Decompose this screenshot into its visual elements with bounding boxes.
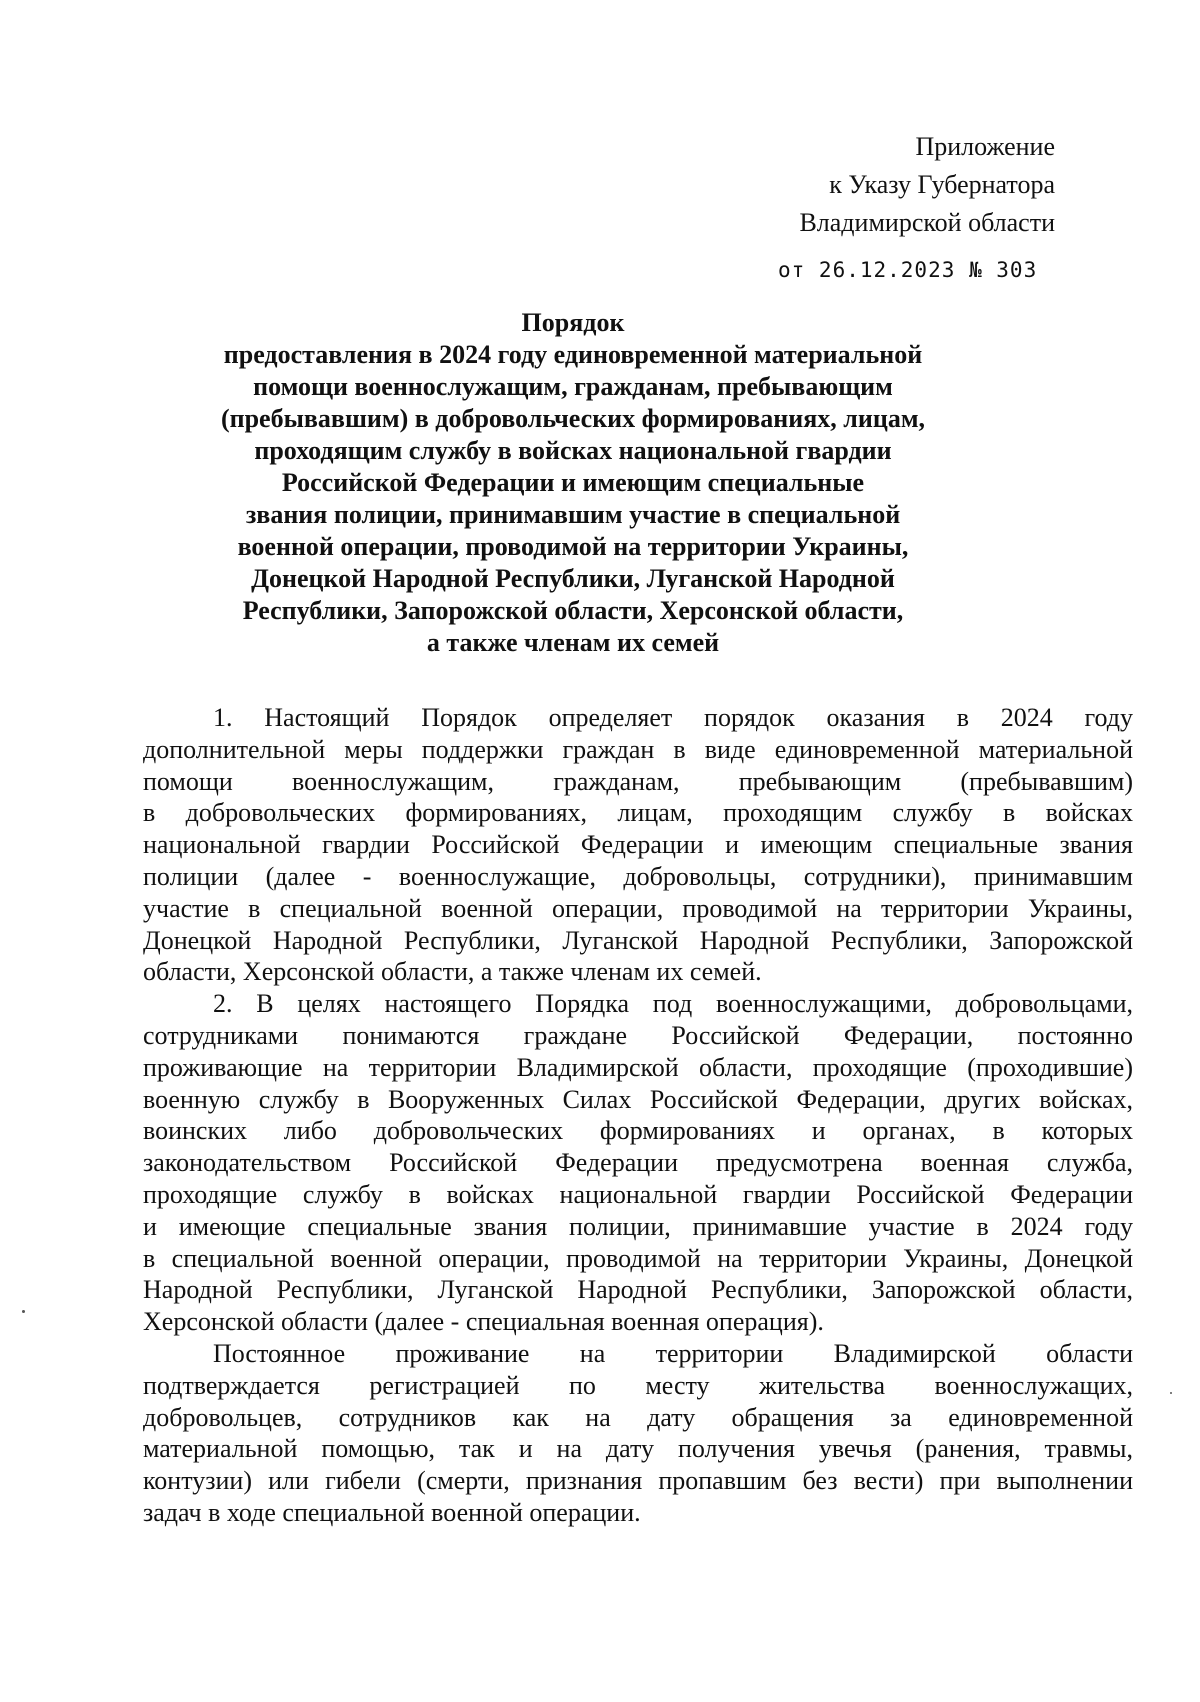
text-line: участие в специальной военной операции, проводимой на территории Украины, xyxy=(143,893,1133,923)
title-line: (пребывавшим) в добровольческих формированиях, лицам, xyxy=(220,404,926,433)
title-line: предоставления в 2024 году единовременной материальной xyxy=(223,340,923,369)
text-line: области, Херсонской области, а также членам их семей. xyxy=(143,957,762,987)
title-line: а также членам их семей xyxy=(426,628,720,657)
text-line: проживающие на территории Владимирской области, проходящие (проходившие) xyxy=(143,1052,1133,1082)
decree-date-number: от 26.12.2023 № 303 xyxy=(778,258,1038,282)
text-line: Народной Республики, Луганской Народной Республики, Запорожской области, xyxy=(143,1275,1133,1305)
scan-speck xyxy=(22,1310,25,1313)
title-line: Республики, Запорожской области, Херсонской области, xyxy=(242,596,904,625)
text-line: материальной помощью, так и на дату получения увечья (ранения, травмы, xyxy=(143,1434,1133,1464)
document-body xyxy=(143,702,1133,1529)
document-title xyxy=(160,307,986,659)
paragraph-3 xyxy=(143,1338,1133,1529)
text-line: 2. В целях настоящего Порядка под военнослужащими, добровольцами, xyxy=(213,989,1133,1019)
text-line: воинских либо добровольческих формированиях и органах, в которых xyxy=(143,1116,1133,1146)
text-line: и имеющие специальные звания полиции, принимавшие участие в 2024 году xyxy=(143,1211,1133,1241)
paragraph-2 xyxy=(143,988,1133,1338)
text-line: дополнительной меры поддержки граждан в виде единовременной материальной xyxy=(143,734,1133,764)
text-line: в добровольческих формированиях, лицам, проходящим службу в войсках xyxy=(143,798,1133,828)
title-line: звания полиции, принимавшим участие в специальной xyxy=(245,500,901,529)
text-line: Херсонской области (далее - специальная военная операция). xyxy=(143,1307,824,1337)
text-line: контузии) или гибели (смерти, признания пропавшим без вести) при выполнении xyxy=(143,1466,1133,1496)
text-line: задач в ходе специальной военной операции. xyxy=(143,1497,641,1527)
text-line: проходящие службу в войсках национальной гвардии Российской Федерации xyxy=(143,1179,1133,1209)
text-line: сотрудниками понимаются граждане Российской Федерации, постоянно xyxy=(143,1020,1133,1050)
text-line: полиции (далее - военнослужащие, добровольцы, сотрудники), принимавшим xyxy=(143,861,1133,891)
appendix-label: Приложение xyxy=(915,132,1055,161)
title-line: Российской Федерации и имеющим специальные xyxy=(281,468,865,497)
scan-speck xyxy=(1170,1392,1172,1394)
appendix-header xyxy=(799,128,1055,242)
title-line: проходящим службу в войсках национальной гвардии xyxy=(254,436,892,465)
title-line: Донецкой Народной Республики, Луганской Народной xyxy=(251,564,895,593)
text-line: подтверждается регистрацией по месту жительства военнослужащих, xyxy=(143,1370,1133,1400)
text-line: законодательством Российской Федерации предусмотрена военная служба, xyxy=(143,1148,1133,1178)
title-heading: Порядок xyxy=(521,308,625,337)
text-line: Донецкой Народной Республики, Луганской Народной Республики, Запорожской xyxy=(143,925,1133,955)
paragraph-1 xyxy=(143,702,1133,988)
title-line: военной операции, проводимой на территории Украины, xyxy=(237,532,909,561)
text-line: помощи военнослужащим, гражданам, пребывающим (пребывавшим) xyxy=(143,766,1133,796)
text-line: Постоянное проживание на территории Владимирской области xyxy=(213,1338,1133,1368)
text-line: национальной гвардии Российской Федерации и имеющим специальные звания xyxy=(143,830,1133,860)
title-line: помощи военнослужащим, гражданам, пребывающим xyxy=(253,372,893,401)
appendix-decree: к Указу Губернатора xyxy=(829,170,1055,199)
text-line: военную службу в Вооруженных Силах Российской Федерации, других войсках, xyxy=(143,1084,1133,1114)
appendix-region: Владимирской области xyxy=(799,208,1055,237)
text-line: 1. Настоящий Порядок определяет порядок оказания в 2024 году xyxy=(213,703,1133,732)
text-line: в специальной военной операции, проводимой на территории Украины, Донецкой xyxy=(143,1243,1133,1273)
text-line: добровольцев, сотрудников как на дату обращения за единовременной xyxy=(143,1402,1133,1432)
